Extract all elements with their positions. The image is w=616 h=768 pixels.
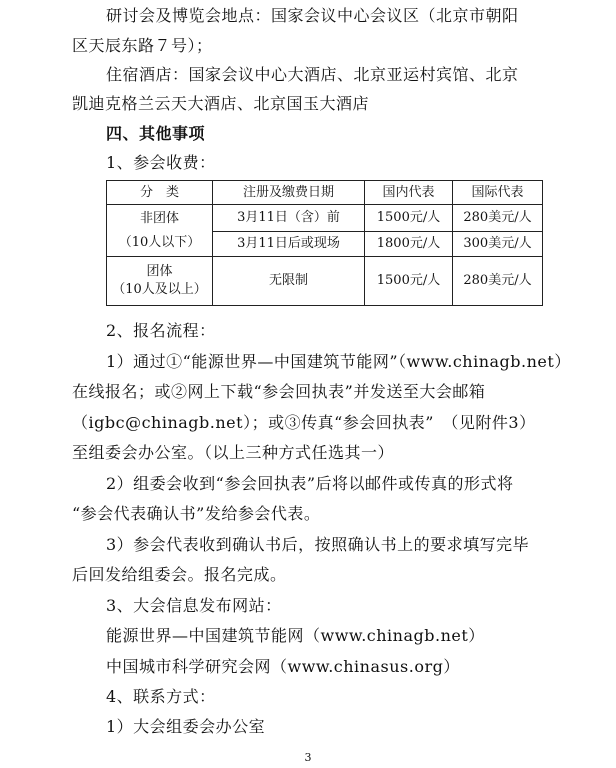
date-cell: 无限制	[213, 257, 365, 306]
info-site-chinasus: 中国城市科学研究会网（www.chinasus.org）	[106, 657, 460, 676]
venue-line-1: 研讨会及博览会地点：国家会议中心会议区（北京市朝阳	[106, 6, 519, 25]
registration-step1-line4: 至组委会办公室。（以上三种方式任选其一）	[72, 443, 395, 462]
domestic-fee-cell: 1500元/人	[365, 257, 453, 306]
category-non-group	[107, 205, 213, 257]
section-heading-other: 四、其他事项	[106, 124, 206, 143]
registration-step2-line2: “参会代表确认书”发给参会代表。	[72, 504, 321, 523]
domestic-fee-cell: 1800元/人	[365, 232, 453, 257]
registration-heading: 2、报名流程：	[106, 321, 216, 340]
fees-heading: 1、参会收费：	[106, 153, 216, 172]
info-site-chinagb: 能源世界—中国建筑节能网（www.chinagb.net）	[106, 626, 485, 645]
contact-heading: 4、联系方式：	[106, 687, 216, 706]
hotel-line-1: 住宿酒店：国家会议中心大酒店、北京亚运村宾馆、北京	[106, 65, 519, 84]
category-sublabel: （10人以下）	[118, 234, 201, 250]
info-sites-heading: 3、大会信息发布网站：	[106, 596, 282, 615]
venue-line-2: 区天辰东路７号）；	[72, 36, 213, 55]
date-cell: 3月11日（含）前	[213, 205, 365, 232]
registration-step1-line3: （igbc@chinagb.net）；或③传真“参会回执表” （见附件3）	[72, 413, 536, 432]
date-cell: 3月11日后或现场	[213, 232, 365, 257]
category-label: 团体	[146, 264, 173, 279]
category-label: 非团体	[139, 210, 179, 226]
registration-step1-line1: 1）通过①“能源世界—中国建筑节能网”（www.chinagb.net）	[106, 352, 571, 371]
category-sublabel: （10人及以上）	[112, 282, 207, 297]
registration-step3-line2: 后回发给组委会。报名完成。	[72, 565, 287, 584]
hotel-line-2: 凯迪克格兰云天大酒店、北京国玉大酒店	[72, 94, 370, 113]
fee-table	[106, 180, 543, 306]
registration-step1-line2: 在线报名；或②网上下载“参会回执表”并发送至大会邮箱	[72, 382, 486, 401]
international-fee-cell: 280美元/人	[453, 205, 543, 232]
header-date: 注册及缴费日期	[213, 181, 365, 205]
international-fee-cell: 300美元/人	[453, 232, 543, 257]
header-category: 分 类	[107, 181, 213, 205]
header-domestic: 国内代表	[365, 181, 453, 205]
registration-step2-line1: 2）组委会收到“参会回执表”后将以邮件或传真的形式将	[106, 474, 514, 493]
international-fee-cell: 280美元/人	[453, 257, 543, 306]
registration-step3-line1: 3）参会代表收到确认书后，按照确认书上的要求填写完毕	[106, 535, 530, 554]
contact-office: 1）大会组委会办公室	[106, 717, 266, 736]
category-group	[107, 257, 213, 306]
header-international: 国际代表	[453, 181, 543, 205]
domestic-fee-cell: 1500元/人	[365, 205, 453, 232]
page-number: 3	[304, 751, 312, 764]
